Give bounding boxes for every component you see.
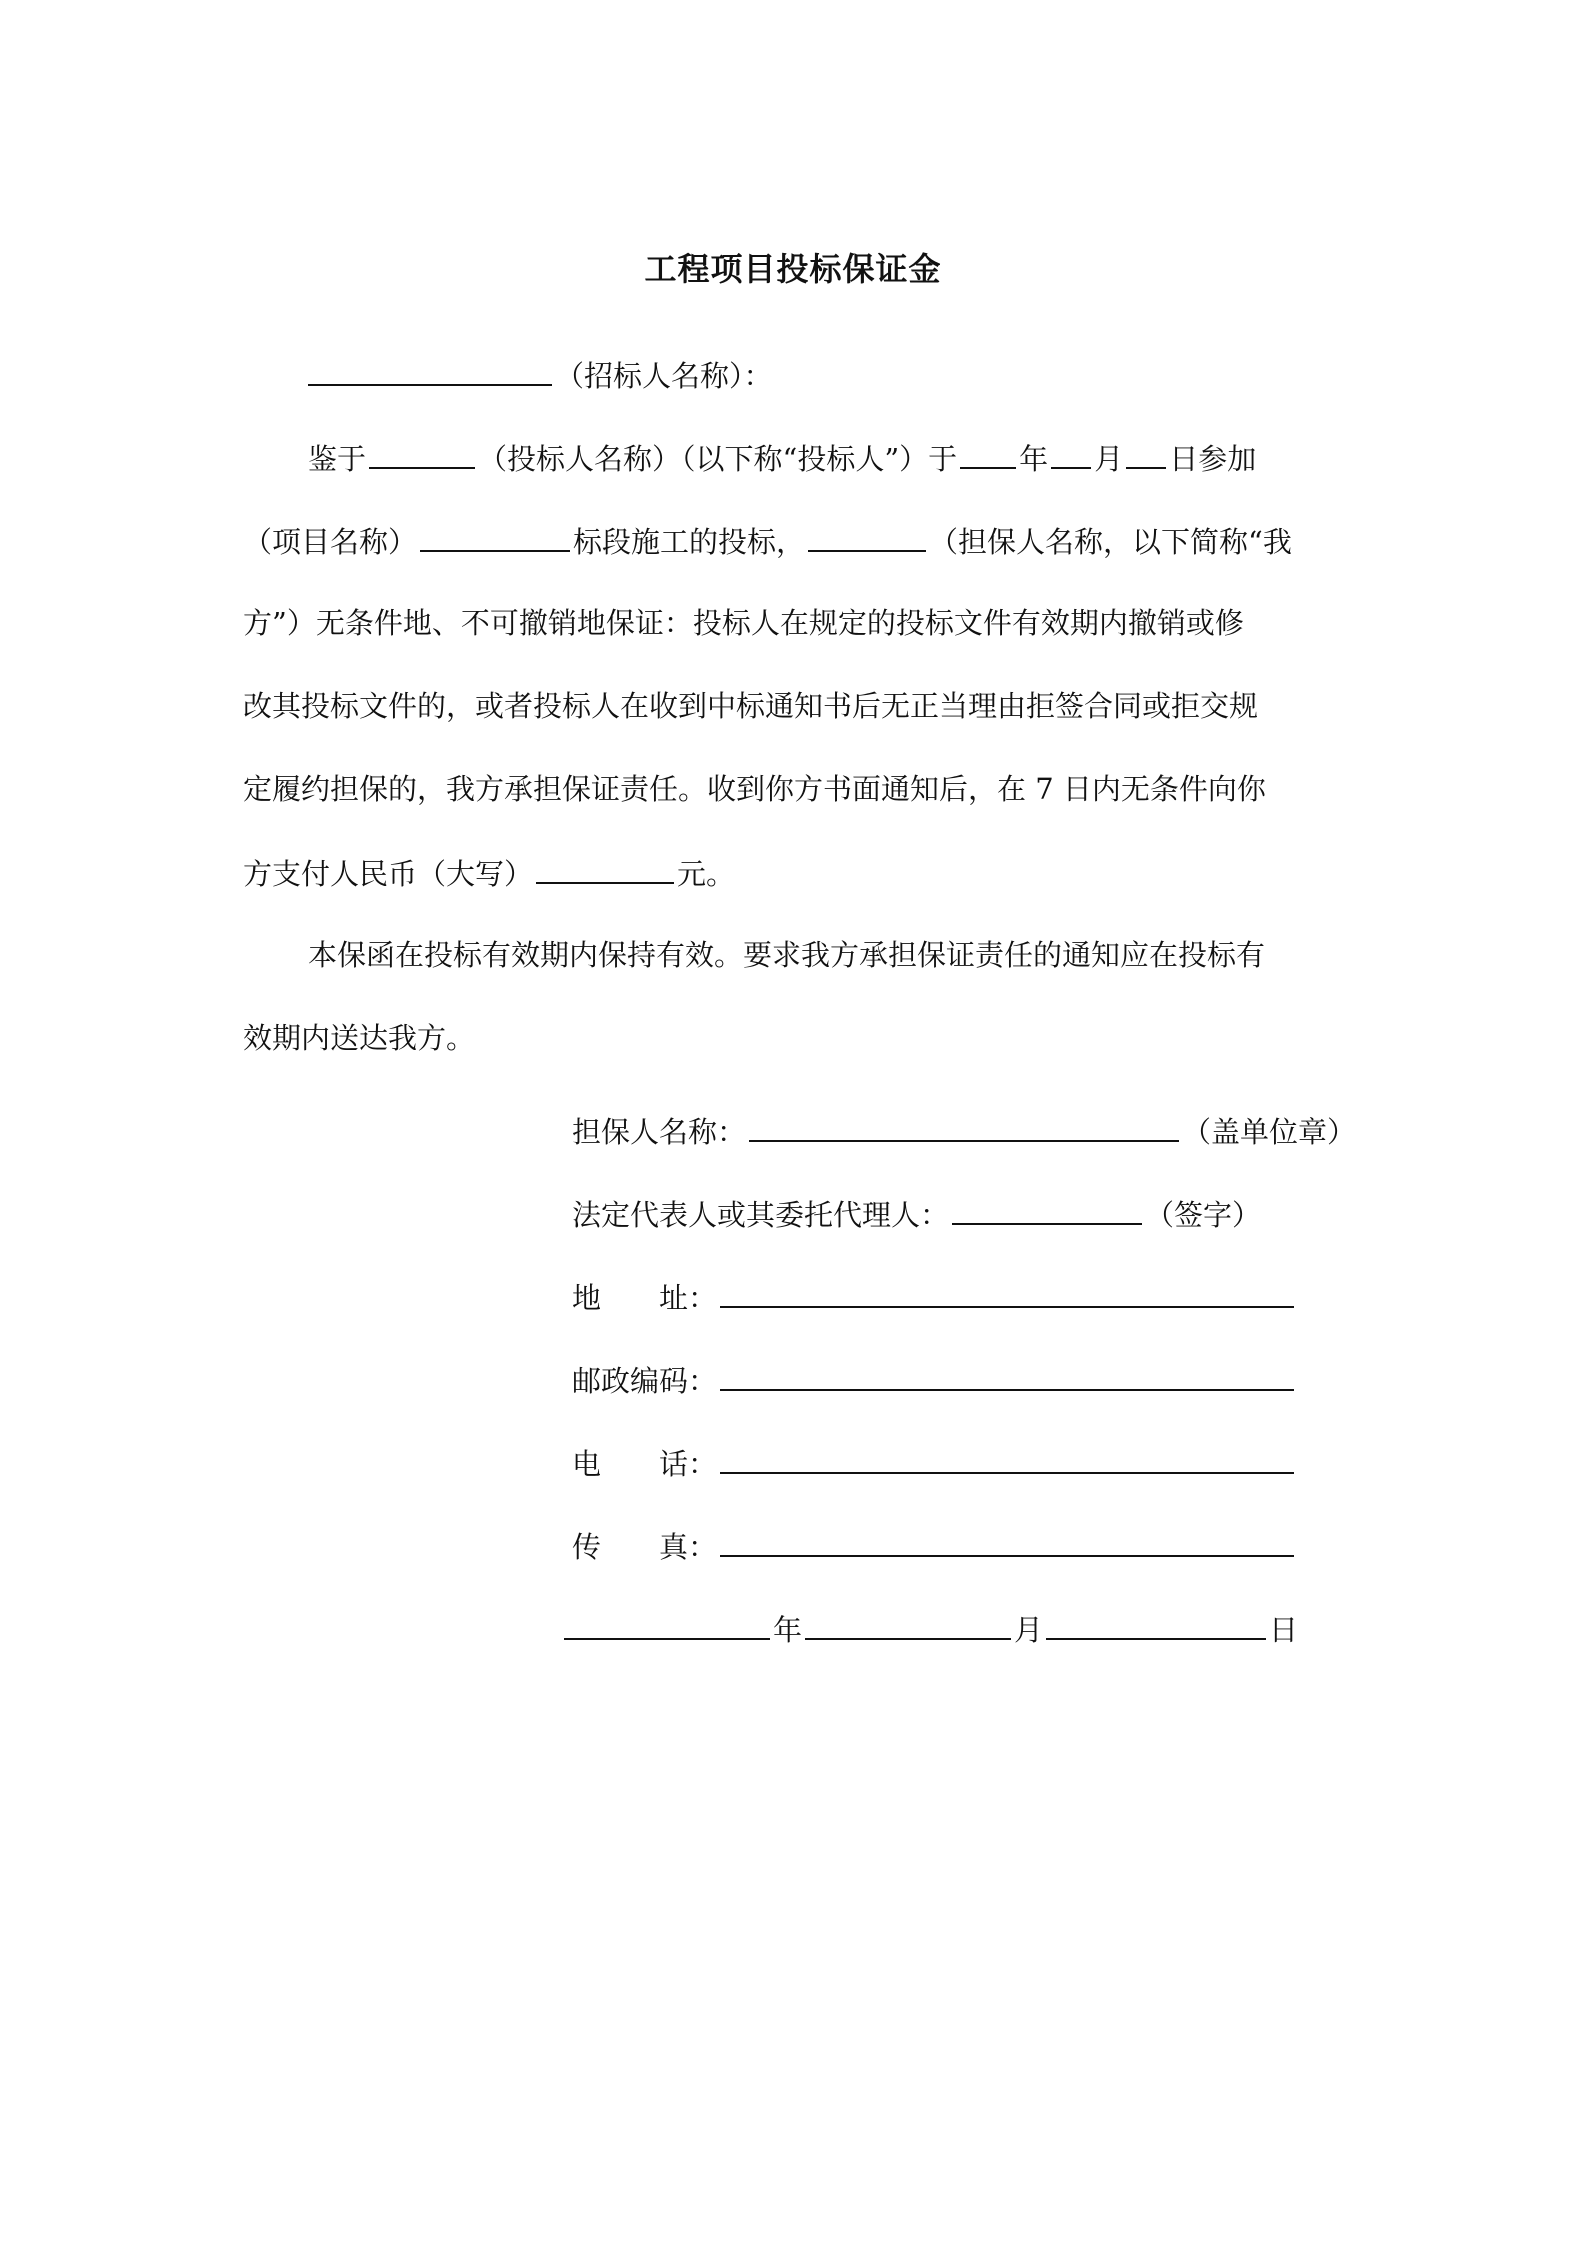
tenderer-name-blank[interactable] <box>308 354 552 386</box>
sign-note: （签字） <box>1145 1198 1262 1232</box>
para1-text: 元。 <box>677 857 736 891</box>
date-year-label: 年 <box>773 1613 803 1647</box>
guarantor-row <box>572 1110 1356 1150</box>
fax-blank[interactable] <box>720 1525 1294 1557</box>
address-label: 地 址： <box>572 1281 718 1315</box>
guarantor-signature-blank[interactable] <box>749 1110 1179 1142</box>
para1-line5 <box>243 769 1266 809</box>
para1-text: 定履约担保的，我方承担保证责任。收到你方书面通知后，在 7 日内无条件向你 <box>243 772 1266 806</box>
para2-line2: 效期内送达我方。 <box>243 1021 476 1055</box>
date-day-blank[interactable] <box>1046 1608 1266 1640</box>
para1-text: （投标人名称）（以下称“投标人”）于 <box>478 442 958 476</box>
representative-signature-blank[interactable] <box>952 1193 1142 1225</box>
month-blank[interactable] <box>1051 437 1091 469</box>
year-blank[interactable] <box>960 437 1016 469</box>
phone-blank[interactable] <box>720 1442 1294 1474</box>
fax-label: 传 真： <box>572 1530 718 1564</box>
para2-line1: 本保函在投标有效期内保持有效。要求我方承担保证责任的通知应在投标有 <box>308 938 1266 972</box>
para1-text: 标段施工的投标， <box>573 525 806 559</box>
amount-blank[interactable] <box>536 852 674 884</box>
date-row <box>564 1608 1298 1648</box>
phone-row <box>572 1442 1297 1482</box>
document-title: 工程项目投标保证金 <box>644 250 942 288</box>
postcode-row <box>572 1359 1297 1399</box>
para1-text: 方支付人民币（大写） <box>243 857 534 891</box>
postcode-label: 邮政编码： <box>572 1364 718 1398</box>
seal-note: （盖单位章） <box>1182 1115 1357 1149</box>
postcode-blank[interactable] <box>720 1359 1294 1391</box>
date-month-label: 月 <box>1014 1613 1044 1647</box>
para1-text: 鉴于 <box>308 442 367 476</box>
guarantor-name-blank[interactable] <box>808 520 926 552</box>
address-blank[interactable] <box>720 1276 1294 1308</box>
representative-label: 法定代表人或其委托代理人： <box>572 1198 950 1232</box>
para1-text: 年 <box>1019 442 1049 476</box>
para1-text: （担保人名称，以下简称“我 <box>929 525 1292 559</box>
para1-line3 <box>243 603 1244 643</box>
para1-text: 月 <box>1094 442 1124 476</box>
para1-text: 日参加 <box>1169 442 1257 476</box>
salutation-suffix: （招标人名称）： <box>555 359 773 393</box>
para1-line1 <box>308 437 1256 477</box>
salutation-line <box>308 354 773 394</box>
date-month-blank[interactable] <box>805 1608 1011 1640</box>
para1-text: （项目名称） <box>243 525 418 559</box>
bidder-name-blank[interactable] <box>369 437 475 469</box>
project-name-blank[interactable] <box>420 520 570 552</box>
address-row <box>572 1276 1297 1316</box>
para1-line2 <box>243 520 1292 560</box>
fax-row <box>572 1525 1297 1565</box>
para1-text: 方”）无条件地、不可撤销地保证：投标人在规定的投标文件有效期内撤销或修 <box>243 606 1244 640</box>
para1-line4 <box>243 686 1258 726</box>
para1-text: 改其投标文件的，或者投标人在收到中标通知书后无正当理由拒签合同或拒交规 <box>243 689 1259 723</box>
phone-label: 电 话： <box>572 1447 718 1481</box>
day-blank[interactable] <box>1126 437 1166 469</box>
representative-row <box>572 1193 1261 1233</box>
date-year-blank[interactable] <box>564 1608 770 1640</box>
para1-line6 <box>243 852 735 892</box>
guarantor-label: 担保人名称： <box>572 1115 747 1149</box>
date-day-label: 日 <box>1269 1613 1299 1647</box>
